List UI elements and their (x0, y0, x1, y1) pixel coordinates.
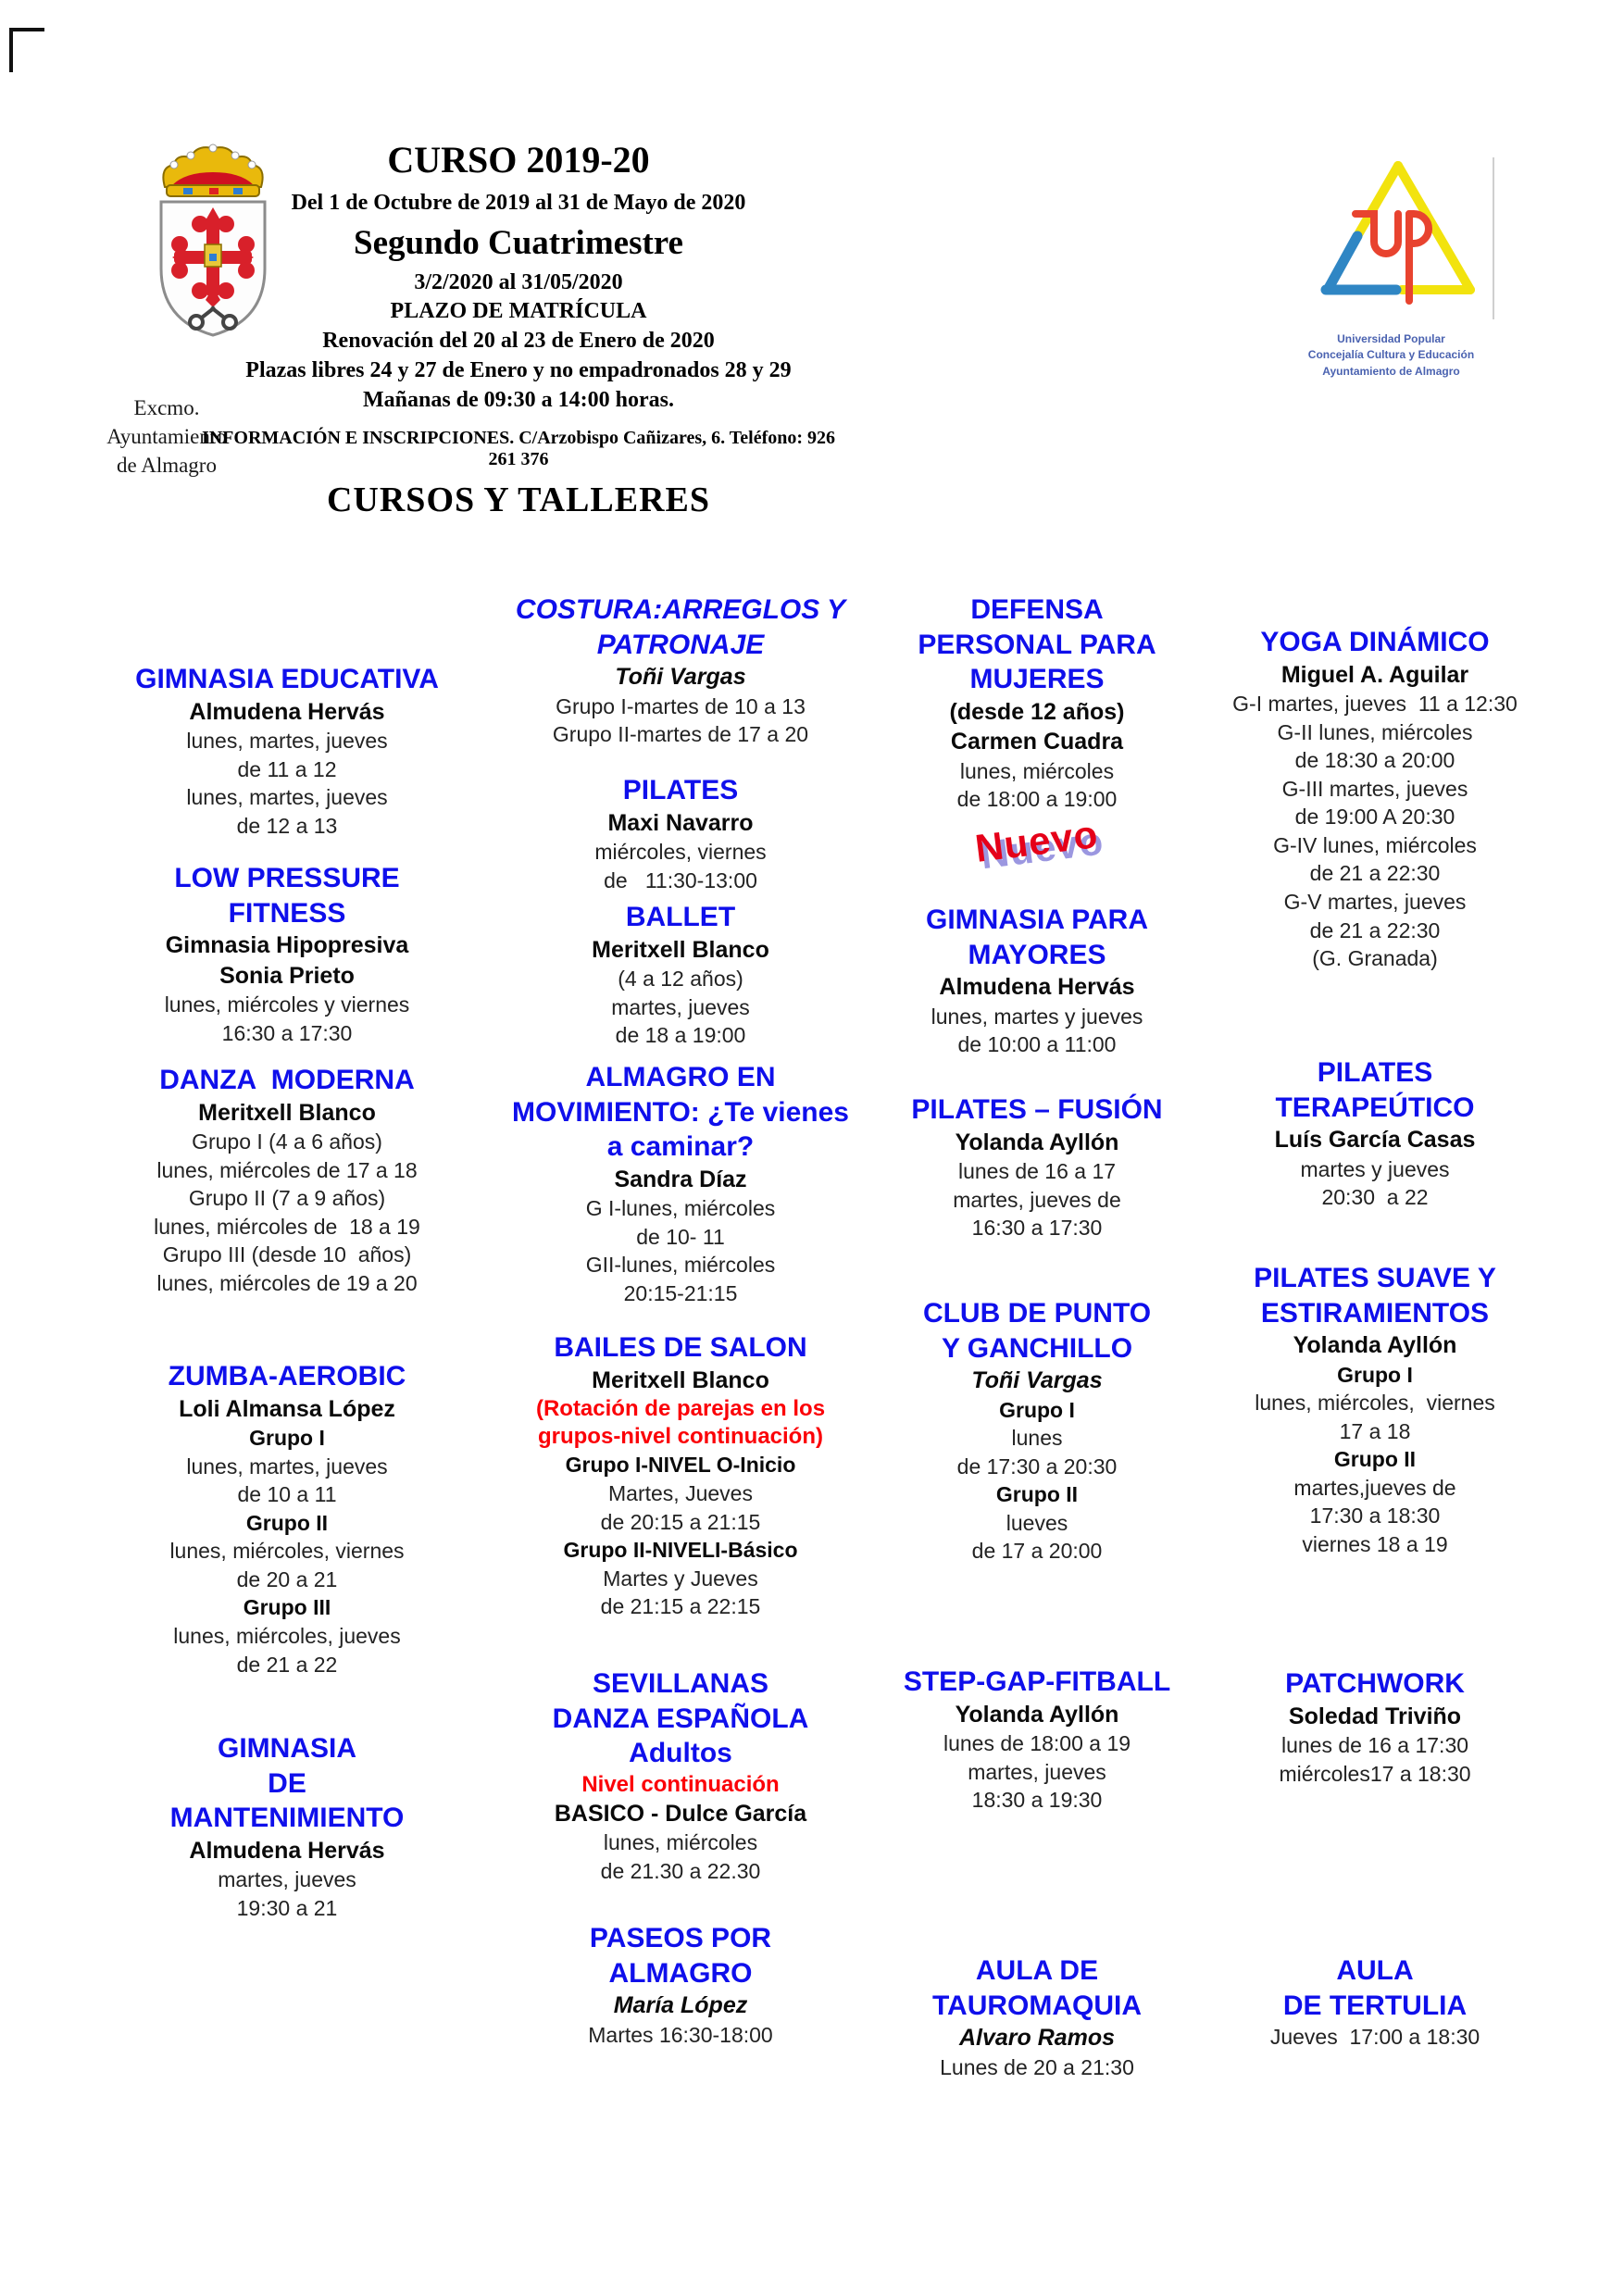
course-block-pilates_suave (1185, 1261, 1565, 1559)
course-schedule-line: martes, jueves (611, 994, 750, 1019)
course-instructor-line: Miguel A. Aguilar (1280, 661, 1469, 688)
course-schedule-line: martes,jueves de (1293, 1475, 1456, 1500)
course-schedule-line: de 10- 11 (636, 1224, 725, 1249)
nuevo-badge-wrap (866, 812, 1208, 870)
course-schedule-line: Grupo I (1337, 1362, 1413, 1387)
course-schedule-line: de 21 a 22:30 (1309, 917, 1441, 942)
course-schedule-line: lueves (1006, 1510, 1068, 1535)
course-title-line: Y GANCHILLO (941, 1332, 1133, 1364)
course-schedule-line: Grupo III (desde 10 años) (162, 1242, 412, 1267)
course-schedule-line: lunes, miércoles de 17 a 18 (156, 1157, 418, 1182)
course-schedule-line: de 10:00 a 11:00 (957, 1032, 1117, 1057)
course-instructor-line: Almudena Hervás (189, 698, 385, 725)
course-block-costura (481, 593, 880, 749)
course-schedule-line: lunes de 18:00 a 19 (943, 1731, 1131, 1755)
course-title-line: ALMAGRO EN (585, 1062, 776, 1092)
course-schedule-line: de 19:00 A 20:30 (1294, 805, 1455, 830)
course-instructor-line: Almudena Hervás (939, 974, 1135, 1000)
course-instructor-line: Meritxell Blanco (592, 1366, 769, 1393)
course-title-line: DE (268, 1767, 306, 1799)
course-block-gimnasia_mayores (866, 903, 1208, 1059)
course-schedule-line: Jueves 17:00 a 18:30 (1269, 2025, 1480, 2049)
course-block-paseos (481, 1921, 880, 2049)
course-schedule-line: 16:30 a 17:30 (971, 1216, 1103, 1241)
course-schedule-line: lunes, miércoles (959, 758, 1115, 783)
course-title-line: DEFENSA (970, 594, 1104, 625)
course-block-low_pressure (88, 861, 486, 1047)
course-title-line: MAYORES (968, 939, 1106, 970)
course-instructor-line: Maxi Navarro (607, 809, 754, 836)
course-title-line: TERAPEÚTICO (1275, 1092, 1475, 1123)
course-schedule-line: de 21.30 a 22.30 (600, 1858, 761, 1883)
course-block-nuevo (866, 812, 1208, 870)
course-block-sevillanas (481, 1666, 880, 1885)
course-schedule-line: Grupo II-NIVELI-Básico (563, 1538, 798, 1563)
course-schedule-line: Grupo I (4 a 6 años) (192, 1129, 382, 1154)
course-schedule-line: grupos-nivel continuación) (537, 1424, 823, 1450)
course-schedule-line: (Rotación de parejas en los (535, 1396, 826, 1421)
course-block-tauromaquia (866, 1953, 1208, 2081)
semester-dates: 3/2/2020 al 31/05/2020 (414, 270, 623, 294)
course-schedule-line: de 17:30 a 20:30 (956, 1454, 1118, 1479)
page-corner-mark (9, 28, 44, 72)
course-block-step (866, 1665, 1208, 1815)
course-title-line: DE TERTULIA (1282, 1990, 1468, 2021)
course-schedule-line: G-III martes, jueves (1281, 776, 1468, 801)
course-schedule-line: GII-lunes, miércoles (585, 1253, 776, 1278)
course-title-line: PATCHWORK (1285, 1668, 1465, 1699)
caption-line: Ayuntamiento (106, 425, 227, 449)
section-title: CURSOS Y TALLERES (326, 480, 710, 519)
course-instructor-line: Almudena Hervás (189, 1837, 385, 1864)
course-instructor-line: Carmen Cuadra (950, 729, 1124, 755)
course-block-gimnasia_educativa (88, 662, 486, 840)
course-schedule-line: Grupo II (245, 1510, 329, 1535)
course-instructor-line: Soledad Triviño (1288, 1703, 1462, 1729)
course-title-line: SEVILLANAS (592, 1668, 769, 1699)
course-schedule-line: 16:30 a 17:30 (221, 1020, 353, 1045)
course-schedule-line: martes, jueves (968, 1759, 1106, 1784)
course-schedule-line: lunes, miércoles, jueves (173, 1624, 401, 1649)
course-schedule-line: lunes, martes, jueves (186, 785, 388, 810)
course-title-line: YOGA DINÁMICO (1260, 627, 1490, 657)
course-title-line: PILATES SUAVE Y (1254, 1263, 1496, 1293)
course-schedule-line: miércoles, viernes (594, 840, 767, 864)
course-block-club_punto (866, 1296, 1208, 1566)
course-schedule-line: 20:15-21:15 (623, 1280, 738, 1305)
course-schedule-line: lunes, martes, jueves (186, 729, 388, 753)
course-schedule-line: de 12 a 13 (236, 813, 338, 838)
course-schedule-line: lunes, miércoles y viernes (164, 992, 410, 1017)
course-title-line: AULA DE (975, 1955, 1099, 1986)
course-instructor-line: Toñi Vargas (971, 1367, 1103, 1393)
course-block-defensa (866, 593, 1208, 814)
course-title-line: PASEOS POR (589, 1923, 772, 1953)
course-block-almagro_mov (481, 1060, 880, 1307)
course-title-line: PILATES (1317, 1057, 1433, 1088)
course-block-ballet (481, 900, 880, 1050)
course-schedule-line: de 11:30-13:00 (604, 867, 757, 892)
course-title-line: COSTURA:ARREGLOS Y (515, 594, 846, 625)
course-block-tertulia (1185, 1953, 1565, 2052)
course-schedule-line: Grupo II-martes de 17 a 20 (552, 722, 809, 747)
opening-hours: Mañanas de 09:30 a 14:00 horas. (362, 388, 674, 412)
course-instructor-line: Luís García Casas (1274, 1127, 1476, 1153)
semester-title: Segundo Cuatrimestre (354, 224, 683, 262)
course-schedule-line: lunes, miércoles de 18 a 19 (154, 1214, 420, 1239)
course-schedule-line: 18:30 a 19:30 (971, 1788, 1103, 1813)
course-title-line: GIMNASIA PARA (926, 905, 1148, 935)
course-schedule-line: Martes y Jueves (603, 1566, 758, 1591)
course-title-line: PILATES – FUSIÓN (911, 1094, 1163, 1125)
header (190, 139, 847, 520)
course-title-line: AULA (1336, 1955, 1414, 1986)
page-title: CURSO 2019-20 (387, 139, 650, 181)
caption-line: Universidad Popular (1337, 332, 1445, 345)
course-schedule-line: de 20:15 a 21:15 (600, 1509, 761, 1534)
course-title-line: TAUROMAQUIA (931, 1990, 1143, 2021)
course-schedule-line: Grupo II (995, 1482, 1079, 1507)
course-instructor-line: Sandra Díaz (614, 1166, 747, 1192)
course-schedule-line: de 18:30 a 20:00 (1294, 748, 1455, 773)
course-schedule-line: Martes 16:30-18:00 (588, 2022, 773, 2047)
course-schedule-line: de 17 a 20:00 (971, 1539, 1103, 1564)
course-title-line: MANTENIMIENTO (169, 1803, 405, 1833)
universidad-popular-logo-icon (1313, 153, 1484, 324)
course-schedule-line: lunes, miércoles (603, 1830, 758, 1855)
course-schedule-line: de 21 a 22:30 (1309, 861, 1441, 886)
course-instructor-line: BASICO - Dulce García (554, 1800, 807, 1827)
course-instructor-line: Yolanda Ayllón (1293, 1332, 1457, 1358)
course-schedule-line: lunes, miércoles, viernes (1255, 1391, 1495, 1416)
course-schedule-line: martes, jueves (218, 1867, 356, 1891)
course-title-line: BAILES DE SALON (554, 1332, 807, 1363)
course-block-danza_moderna (88, 1063, 486, 1297)
course-title-line: ESTIRAMIENTOS (1260, 1297, 1490, 1329)
course-schedule-line: de 21 a 22 (236, 1652, 338, 1677)
nuevo-badge: Nuevo (972, 812, 1101, 870)
course-schedule-line: miércoles17 a 18:30 (1279, 1761, 1471, 1786)
course-schedule-line: Grupo I-NIVEL O-Inicio (565, 1453, 796, 1478)
course-block-zumba (88, 1359, 486, 1678)
course-instructor-line: Meritxell Blanco (198, 1099, 376, 1126)
course-title-line: PATRONAJE (596, 629, 765, 660)
course-title-line: LOW PRESSURE (174, 863, 400, 893)
course-title-line: MOVIMIENTO: ¿Te vienes (512, 1096, 849, 1128)
course-instructor-line: Yolanda Ayllón (955, 1129, 1119, 1155)
course-title-line: STEP-GAP-FITBALL (903, 1666, 1171, 1697)
course-title-line: PERSONAL PARA (918, 629, 1156, 660)
course-schedule-line: Lunes de 20 a 21:30 (940, 2054, 1134, 2079)
course-title-line: PILATES (622, 775, 739, 805)
course-schedule-line: Grupo I (249, 1426, 325, 1450)
course-schedule-line: de 21:15 a 22:15 (600, 1594, 761, 1619)
course-block-pilates (481, 773, 880, 894)
course-title-line: GIMNASIA (218, 1733, 356, 1764)
course-title-line: a caminar? (606, 1131, 755, 1162)
course-title-line: CLUB DE PUNTO (922, 1298, 1152, 1329)
course-schedule-line: 20:30 a 22 (1321, 1185, 1429, 1210)
course-schedule-line: 19:30 a 21 (236, 1895, 338, 1920)
up-logo-caption (1292, 331, 1491, 380)
course-schedule-line: Martes, Jueves (608, 1481, 753, 1506)
course-schedule-line: G-I martes, jueves 11 a 12:30 (1232, 692, 1518, 716)
course-schedule-line: de 10 a 11 (237, 1482, 337, 1507)
course-schedule-line: Nivel continuación (581, 1771, 780, 1797)
course-schedule-line: lunes, martes, jueves (186, 1454, 388, 1479)
course-instructor-line: Yolanda Ayllón (955, 1701, 1119, 1728)
course-title-line: ALMAGRO (608, 1957, 753, 1989)
course-title-line: FITNESS (228, 897, 346, 929)
course-schedule-line: lunes de 16 a 17 (957, 1159, 1117, 1183)
course-schedule-line: G I-lunes, miércoles (585, 1196, 776, 1220)
course-block-bailes_salon (481, 1330, 880, 1621)
caption-line: Concejalía Cultura y Educación (1307, 348, 1475, 362)
scan-artifact-line (1493, 157, 1494, 319)
course-block-pilates_fusion (866, 1092, 1208, 1242)
course-schedule-line: de 11 a 12 (237, 756, 337, 781)
course-schedule-line: Grupo I (999, 1397, 1075, 1422)
course-instructor-line: Toñi Vargas (615, 664, 746, 690)
course-schedule-line: lunes, martes y jueves (931, 1004, 1143, 1029)
course-date-range: Del 1 de Octubre de 2019 al 31 de Mayo de 2020 (291, 191, 746, 215)
course-title-line: GIMNASIA EDUCATIVA (135, 664, 439, 694)
contact-info: INFORMACIÓN E INSCRIPCIONES. C/Arzobispo Cañizares, 6. Teléfono: 926 261 376 (201, 428, 836, 469)
course-block-gimnasia_mant (88, 1731, 486, 1922)
course-block-yoga (1185, 625, 1565, 973)
course-schedule-line: martes, jueves de (953, 1187, 1121, 1212)
caption-line: Excmo. (133, 396, 200, 419)
course-schedule-line: G-IV lunes, miércoles (1273, 832, 1477, 857)
course-instructor-line: María López (613, 1992, 748, 2018)
caption-line: de Almagro (117, 454, 217, 478)
course-schedule-line: lunes de 16 a 17:30 (1280, 1733, 1469, 1757)
course-schedule-line: Grupo II (7 a 9 años) (188, 1186, 386, 1211)
course-title-line: BALLET (625, 902, 736, 932)
course-schedule-line: G-V martes, jueves (1283, 890, 1467, 915)
course-schedule-line: de 18:00 a 19:00 (956, 787, 1118, 812)
free-places-dates: Plazas libres 24 y 27 de Enero y no empadronados 28 y 29 (245, 358, 792, 382)
course-schedule-line: Grupo II (1333, 1447, 1417, 1472)
course-title-line: Adultos (629, 1738, 732, 1768)
course-schedule-line: de 18 a 19:00 (615, 1023, 746, 1048)
course-schedule-line: Grupo I-martes de 10 a 13 (556, 693, 806, 718)
renewal-dates: Renovación del 20 al 23 de Enero de 2020 (322, 329, 715, 353)
course-schedule-line: lunes, miércoles de 19 a 20 (156, 1270, 418, 1295)
caption-line: Ayuntamiento de Almagro (1322, 364, 1460, 378)
course-schedule-line: (4 a 12 años) (618, 967, 743, 991)
course-schedule-line: viernes 18 a 19 (1302, 1531, 1448, 1556)
course-schedule-line: de 20 a 21 (236, 1566, 338, 1591)
course-instructor-line: Alvaro Ramos (958, 2025, 1116, 2051)
course-title-line: DANZA MODERNA (159, 1065, 415, 1095)
course-schedule-line: (G. Granada) (1312, 946, 1438, 971)
course-schedule-line: 17:30 a 18:30 (1309, 1504, 1441, 1529)
course-schedule-line: G-II lunes, miércoles (1277, 719, 1473, 744)
course-instructor-line: Gimnasia Hipopresiva (165, 932, 409, 958)
course-schedule-line: lunes (1011, 1426, 1063, 1451)
course-instructor-line: Loli Almansa López (179, 1395, 395, 1422)
course-block-patchwork (1185, 1666, 1565, 1788)
course-title-line: MUJERES (969, 664, 1105, 694)
course-instructor-line: (desde 12 años) (949, 698, 1125, 725)
course-title-line: DANZA ESPAÑOLA (552, 1703, 809, 1734)
course-block-pilates_terapeutico (1185, 1055, 1565, 1212)
course-instructor-line: Meritxell Blanco (592, 936, 769, 963)
course-title-line: ZUMBA-AEROBIC (168, 1361, 406, 1391)
course-schedule-line: lunes, miércoles, viernes (169, 1539, 405, 1564)
enrollment-heading: PLAZO DE MATRÍCULA (390, 299, 647, 323)
course-schedule-line: martes y jueves (1300, 1156, 1450, 1181)
course-schedule-line: 17 a 18 (1339, 1418, 1411, 1443)
course-schedule-line: Grupo III (243, 1595, 331, 1620)
course-instructor-line: Sonia Prieto (219, 962, 355, 989)
